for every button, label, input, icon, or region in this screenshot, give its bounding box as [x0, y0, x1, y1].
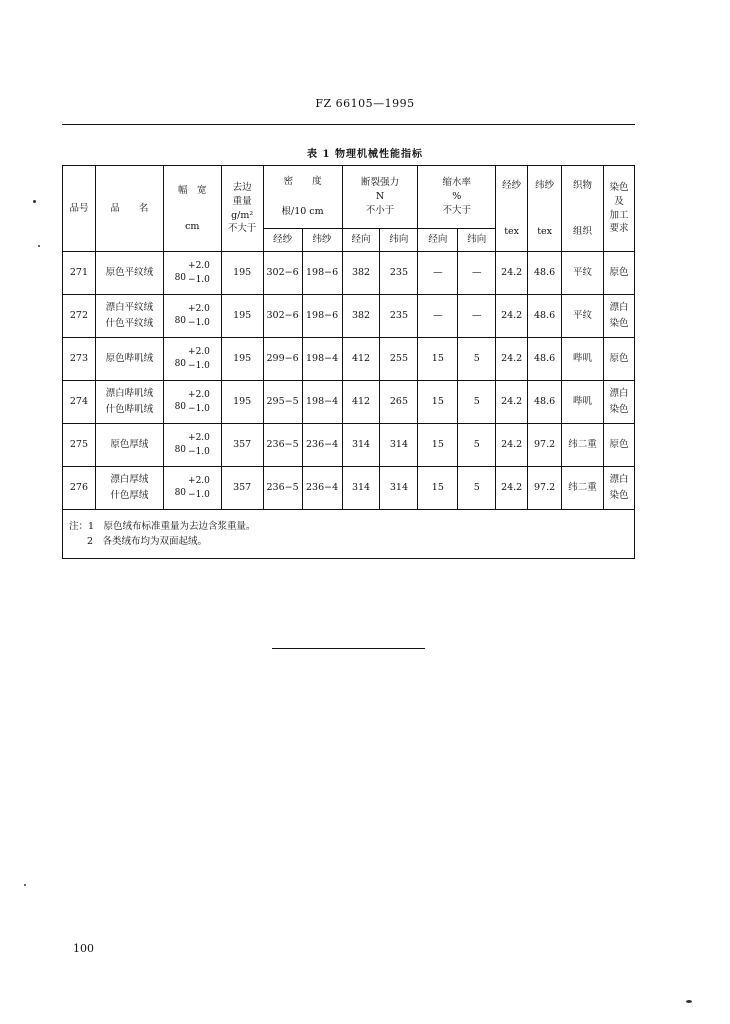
cell-strength-warp: 314 [342, 424, 380, 467]
product-name-line: 漂白厚绒 [110, 474, 149, 486]
cell-width [163, 467, 221, 510]
header-shrink [418, 166, 496, 229]
tolerance-plus: +2.0 [188, 432, 210, 443]
tolerance-values [188, 431, 210, 460]
cell-product-name [95, 424, 163, 467]
header-strength-unit: N [375, 191, 385, 203]
note-2: 2 各类绒布均为双面起绒。 [87, 535, 208, 547]
cell-weft-tex: 48.6 [528, 252, 562, 295]
cell-weight: 357 [221, 467, 263, 510]
cell-strength-warp: 382 [342, 295, 380, 338]
header-width [163, 166, 221, 252]
header-width-label: 幅 宽 [177, 184, 207, 196]
cell-weave: 平纹 [562, 252, 604, 295]
note-1: 注：1 原色绒布标准重量为去边含浆重量。 [69, 520, 256, 532]
header-strength-warp: 经向 [342, 229, 380, 252]
table-row [63, 252, 635, 295]
cell-strength-weft: 314 [380, 467, 418, 510]
cell-width [163, 381, 221, 424]
header-warp-yarn-unit: tex [504, 225, 520, 237]
header-density [263, 166, 342, 229]
cell-weave: 哔叽 [562, 381, 604, 424]
cell-strength-weft: 235 [380, 252, 418, 295]
cell-warp-tex: 24.2 [496, 381, 528, 424]
cell-dye [603, 295, 634, 338]
header-shrink-limit: 不大于 [442, 204, 472, 216]
cell-shrink-warp: 15 [418, 381, 458, 424]
dye-line: 原色 [609, 267, 629, 279]
cell-shrink-weft: 5 [458, 381, 496, 424]
dye-line: 漂白 [609, 302, 629, 314]
header-strength [342, 166, 418, 229]
cell-shrink-weft: — [458, 252, 496, 295]
cell-weft-tex: 97.2 [528, 424, 562, 467]
cell-width [163, 338, 221, 381]
cell-density-warp: 302−6 [263, 252, 302, 295]
product-name-line: 什色平纹绒 [105, 318, 154, 329]
cell-strength-warp: 412 [342, 338, 380, 381]
tolerance-minus: −1.0 [188, 404, 210, 414]
tolerance-minus: −1.0 [188, 318, 210, 328]
width-base: 80 [174, 402, 187, 413]
header-shrink-label: 缩水率 [442, 177, 472, 189]
header-density-weft: 纬纱 [302, 229, 342, 252]
cell-warp-tex: 24.2 [496, 252, 528, 295]
cell-dye [603, 338, 634, 381]
table-row [63, 424, 635, 467]
cell-warp-tex: 24.2 [496, 424, 528, 467]
width-tolerance [175, 302, 210, 331]
width-base: 80 [174, 445, 187, 456]
cell-warp-tex: 24.2 [496, 295, 528, 338]
width-base: 80 [174, 488, 187, 499]
width-base: 80 [174, 359, 187, 370]
cell-dye [603, 252, 634, 295]
cell-density-weft: 198−6 [302, 295, 342, 338]
header-weight-l4: 不大于 [227, 223, 257, 235]
cell-weave: 平纹 [562, 295, 604, 338]
cell-product-name [95, 467, 163, 510]
tolerance-values [188, 388, 210, 417]
cell-density-weft: 198−4 [302, 338, 342, 381]
product-name-line: 漂白平纹绒 [105, 302, 154, 314]
tolerance-plus: +2.0 [188, 303, 210, 314]
standard-number: FZ 66105—1995 [315, 97, 415, 110]
header-weave-l2: 组织 [573, 225, 593, 237]
width-base: 80 [174, 316, 187, 327]
dye-line: 染色 [609, 490, 629, 501]
tolerance-minus: −1.0 [188, 447, 210, 457]
tolerance-minus: −1.0 [188, 361, 210, 371]
cell-strength-weft: 235 [380, 295, 418, 338]
cell-width [163, 252, 221, 295]
header-weave [562, 166, 604, 252]
cell-warp-tex: 24.2 [496, 467, 528, 510]
cell-weave: 纬二重 [562, 467, 604, 510]
properties-table [62, 165, 635, 559]
cell-density-warp: 302−6 [263, 295, 302, 338]
cell-strength-warp: 314 [342, 467, 380, 510]
cell-dye [603, 467, 634, 510]
cell-strength-weft: 255 [380, 338, 418, 381]
cell-item-no: 272 [63, 295, 96, 338]
header-strength-weft: 纬向 [380, 229, 418, 252]
tolerance-minus: −1.0 [188, 275, 210, 285]
cell-density-weft: 236−4 [302, 467, 342, 510]
tolerance-minus: −1.0 [188, 490, 210, 500]
cell-weave: 纬二重 [562, 424, 604, 467]
header-density-warp: 经纱 [263, 229, 302, 252]
dye-line: 原色 [609, 439, 629, 451]
cell-density-warp: 295−5 [263, 381, 302, 424]
cell-item-no: 276 [63, 467, 96, 510]
scan-speck [33, 200, 36, 203]
cell-item-no: 275 [63, 424, 96, 467]
cell-dye [603, 424, 634, 467]
scan-speck [38, 245, 40, 247]
cell-weight: 195 [221, 252, 263, 295]
tolerance-plus: +2.0 [188, 475, 210, 486]
end-rule [272, 648, 425, 649]
tolerance-plus: +2.0 [188, 260, 210, 271]
cell-weight: 195 [221, 295, 263, 338]
header-shrink-warp: 经向 [418, 229, 458, 252]
cell-warp-tex: 24.2 [496, 338, 528, 381]
cell-strength-weft: 265 [380, 381, 418, 424]
header-weight [221, 166, 263, 252]
tolerance-values [188, 474, 210, 503]
width-tolerance [175, 345, 210, 374]
table-row [63, 381, 635, 424]
header-weight-l1: 去边 [232, 181, 252, 193]
width-tolerance [175, 474, 210, 503]
cell-product-name [95, 381, 163, 424]
width-base: 80 [174, 273, 187, 284]
cell-weight: 195 [221, 381, 263, 424]
cell-item-no: 273 [63, 338, 96, 381]
header-dye [603, 166, 634, 252]
tolerance-plus: +2.0 [188, 389, 210, 400]
cell-density-weft: 236−4 [302, 424, 342, 467]
dye-line: 染色 [609, 318, 629, 329]
dye-line: 漂白 [609, 474, 629, 486]
cell-density-weft: 198−6 [302, 252, 342, 295]
dye-line: 原色 [609, 353, 629, 365]
header-density-unit: 根/10 cm [281, 206, 324, 217]
product-name-line: 什色哔叽绒 [105, 404, 154, 415]
product-name-line: 原色平纹绒 [105, 267, 154, 279]
cell-shrink-warp: 15 [418, 424, 458, 467]
cell-shrink-weft: 5 [458, 467, 496, 510]
cell-product-name [95, 295, 163, 338]
cell-strength-weft: 314 [380, 424, 418, 467]
cell-product-name [95, 252, 163, 295]
header-shrink-weft: 纬向 [458, 229, 496, 252]
cell-width [163, 424, 221, 467]
cell-weft-tex: 48.6 [528, 295, 562, 338]
cell-weft-tex: 48.6 [528, 381, 562, 424]
cell-item-no: 271 [63, 252, 96, 295]
header-dye-l1: 染色 [609, 181, 629, 193]
scan-speck [24, 884, 26, 886]
dye-line: 漂白 [609, 388, 629, 400]
product-name-line: 原色厚绒 [110, 439, 149, 451]
cell-dye [603, 381, 634, 424]
width-tolerance [175, 388, 210, 417]
width-tolerance [175, 431, 210, 460]
tolerance-values [188, 259, 210, 288]
header-warp-yarn-label: 经纱 [502, 179, 522, 191]
cell-shrink-warp: 15 [418, 338, 458, 381]
header-weft-yarn-unit: tex [537, 225, 552, 237]
cell-weight: 195 [221, 338, 263, 381]
scan-speck [686, 1000, 692, 1003]
header-strength-label: 断裂强力 [360, 177, 399, 189]
tolerance-values [188, 345, 210, 374]
product-name-line: 什色厚绒 [110, 490, 149, 501]
header-weave-l1: 织物 [573, 179, 593, 191]
header-dye-l4: 要求 [609, 223, 629, 235]
cell-strength-warp: 382 [342, 252, 380, 295]
tolerance-plus: +2.0 [188, 346, 210, 357]
cell-shrink-weft: 5 [458, 424, 496, 467]
width-tolerance [175, 259, 210, 288]
header-dye-l3: 加工 [609, 209, 629, 221]
header-weft-yarn-label: 纬纱 [535, 179, 555, 191]
cell-shrink-warp: — [418, 252, 458, 295]
header-warp-yarn [496, 166, 528, 252]
table-notes [63, 510, 635, 559]
cell-weight: 357 [221, 424, 263, 467]
page-number: 100 [73, 942, 94, 955]
table-row [63, 467, 635, 510]
table-caption: 表 1 物理机械性能指标 [307, 149, 423, 160]
cell-weft-tex: 97.2 [528, 467, 562, 510]
cell-strength-warp: 412 [342, 381, 380, 424]
cell-density-warp: 236−5 [263, 467, 302, 510]
cell-shrink-weft: — [458, 295, 496, 338]
header-item-no: 品号 [63, 166, 96, 252]
cell-density-warp: 299−6 [263, 338, 302, 381]
cell-density-warp: 236−5 [263, 424, 302, 467]
tolerance-values [188, 302, 210, 331]
header-shrink-unit: % [452, 191, 462, 203]
table-row [63, 338, 635, 381]
header-weft-yarn [528, 166, 562, 252]
header-rule [62, 124, 635, 125]
cell-width [163, 295, 221, 338]
cell-weave: 哔叽 [562, 338, 604, 381]
header-weight-l3: g/m² [231, 209, 254, 221]
product-name-line: 漂白哔叽绒 [105, 388, 154, 400]
cell-product-name [95, 338, 163, 381]
dye-line: 染色 [609, 404, 629, 415]
cell-density-weft: 198−4 [302, 381, 342, 424]
table-notes-row [63, 510, 635, 559]
header-strength-limit: 不小于 [365, 204, 395, 216]
cell-item-no: 274 [63, 381, 96, 424]
header-dye-l2: 及 [614, 195, 624, 207]
header-product-name: 品 名 [95, 166, 163, 252]
header-width-unit: cm [185, 220, 200, 232]
cell-shrink-warp: 15 [418, 467, 458, 510]
cell-shrink-weft: 5 [458, 338, 496, 381]
table-row [63, 295, 635, 338]
product-name-line: 原色哔叽绒 [105, 353, 154, 365]
cell-shrink-warp: — [418, 295, 458, 338]
header-density-label: 密 度 [283, 176, 322, 188]
header-weight-l2: 重量 [232, 195, 252, 207]
cell-weft-tex: 48.6 [528, 338, 562, 381]
